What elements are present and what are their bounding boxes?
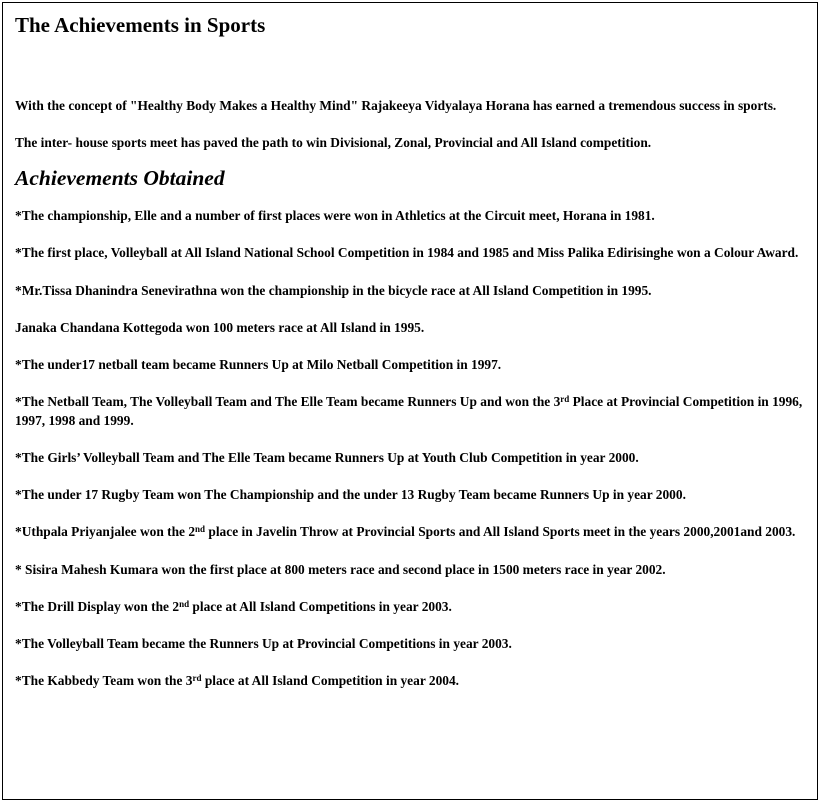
achievement-item: * Sisira Mahesh Kumara won the first place at 800 meters race and second place in 1500 meters race in year 2002. [15, 562, 666, 577]
page-title: The Achievements in Sports [15, 13, 266, 37]
intro-paragraph-1: With the concept of "Healthy Body Makes a Healthy Mind" Rajakeeya Vidyalaya Horana has earned a tremendous success in sports. [15, 98, 777, 113]
achievement-item: *The under17 netball team became Runners Up at Milo Netball Competition in 1997. [15, 357, 502, 372]
achievement-text: *The Drill Display won the 2 [15, 599, 180, 614]
intro-paragraph-2: The inter- house sports meet has paved the path to win Divisional, Zonal, Provincial and All Island competition. [15, 135, 652, 150]
ordinal-suffix: nd [195, 524, 206, 534]
achievement-item: *The under 17 Rugby Team won The Championship and the under 13 Rugby Team became Runners Up in year 2000. [15, 487, 686, 502]
ordinal-suffix: rd [192, 673, 202, 683]
achievement-item [15, 392, 815, 430]
achievement-text: *The Kabbedy Team won the 3 [15, 673, 193, 688]
achievement-text: *Uthpala Priyanjalee won the 2 [15, 524, 196, 539]
achievement-text: *The Netball Team, The Volleyball Team and The Elle Team became Runners Up and won the 3 [15, 394, 561, 409]
achievement-item: *The Girls’ Volleyball Team and The Elle Team became Runners Up at Youth Club Competition in year 2000. [15, 450, 639, 465]
achievement-item [15, 597, 815, 616]
achievement-item [15, 671, 815, 690]
ordinal-suffix: rd [560, 394, 570, 404]
achievement-text: Place at Provincial Competition in 1996, 1997, 1998 and 1999. [15, 394, 803, 428]
achievement-item: *The first place, Volleyball at All Island National School Competition in 1984 and 1985 and Miss Palika Edirisinghe won a Colour Award. [15, 245, 799, 260]
achievement-item [15, 522, 815, 541]
achievement-item: *The championship, Elle and a number of first places were won in Athletics at the Circuit meet, Horana in 1981. [15, 208, 655, 223]
document-content [15, 11, 815, 690]
ordinal-suffix: nd [179, 599, 190, 609]
achievement-text: place at All Island Competition in year 2004. [201, 673, 460, 688]
achievement-item: Janaka Chandana Kottegoda won 100 meters race at All Island in 1995. [15, 320, 425, 335]
page-frame [2, 2, 818, 800]
achievement-text: place at All Island Competitions in year 2003. [189, 599, 452, 614]
achievement-item: *Mr.Tissa Dhanindra Senevirathna won the championship in the bicycle race at All Island Competition in 1995. [15, 283, 652, 298]
achievement-item: *The Volleyball Team became the Runners Up at Provincial Competitions in year 2003. [15, 636, 512, 651]
achievements-heading: Achievements Obtained [15, 166, 225, 190]
achievement-text: place in Javelin Throw at Provincial Sports and All Island Sports meet in the years 2000,2001and 2003. [205, 524, 796, 539]
